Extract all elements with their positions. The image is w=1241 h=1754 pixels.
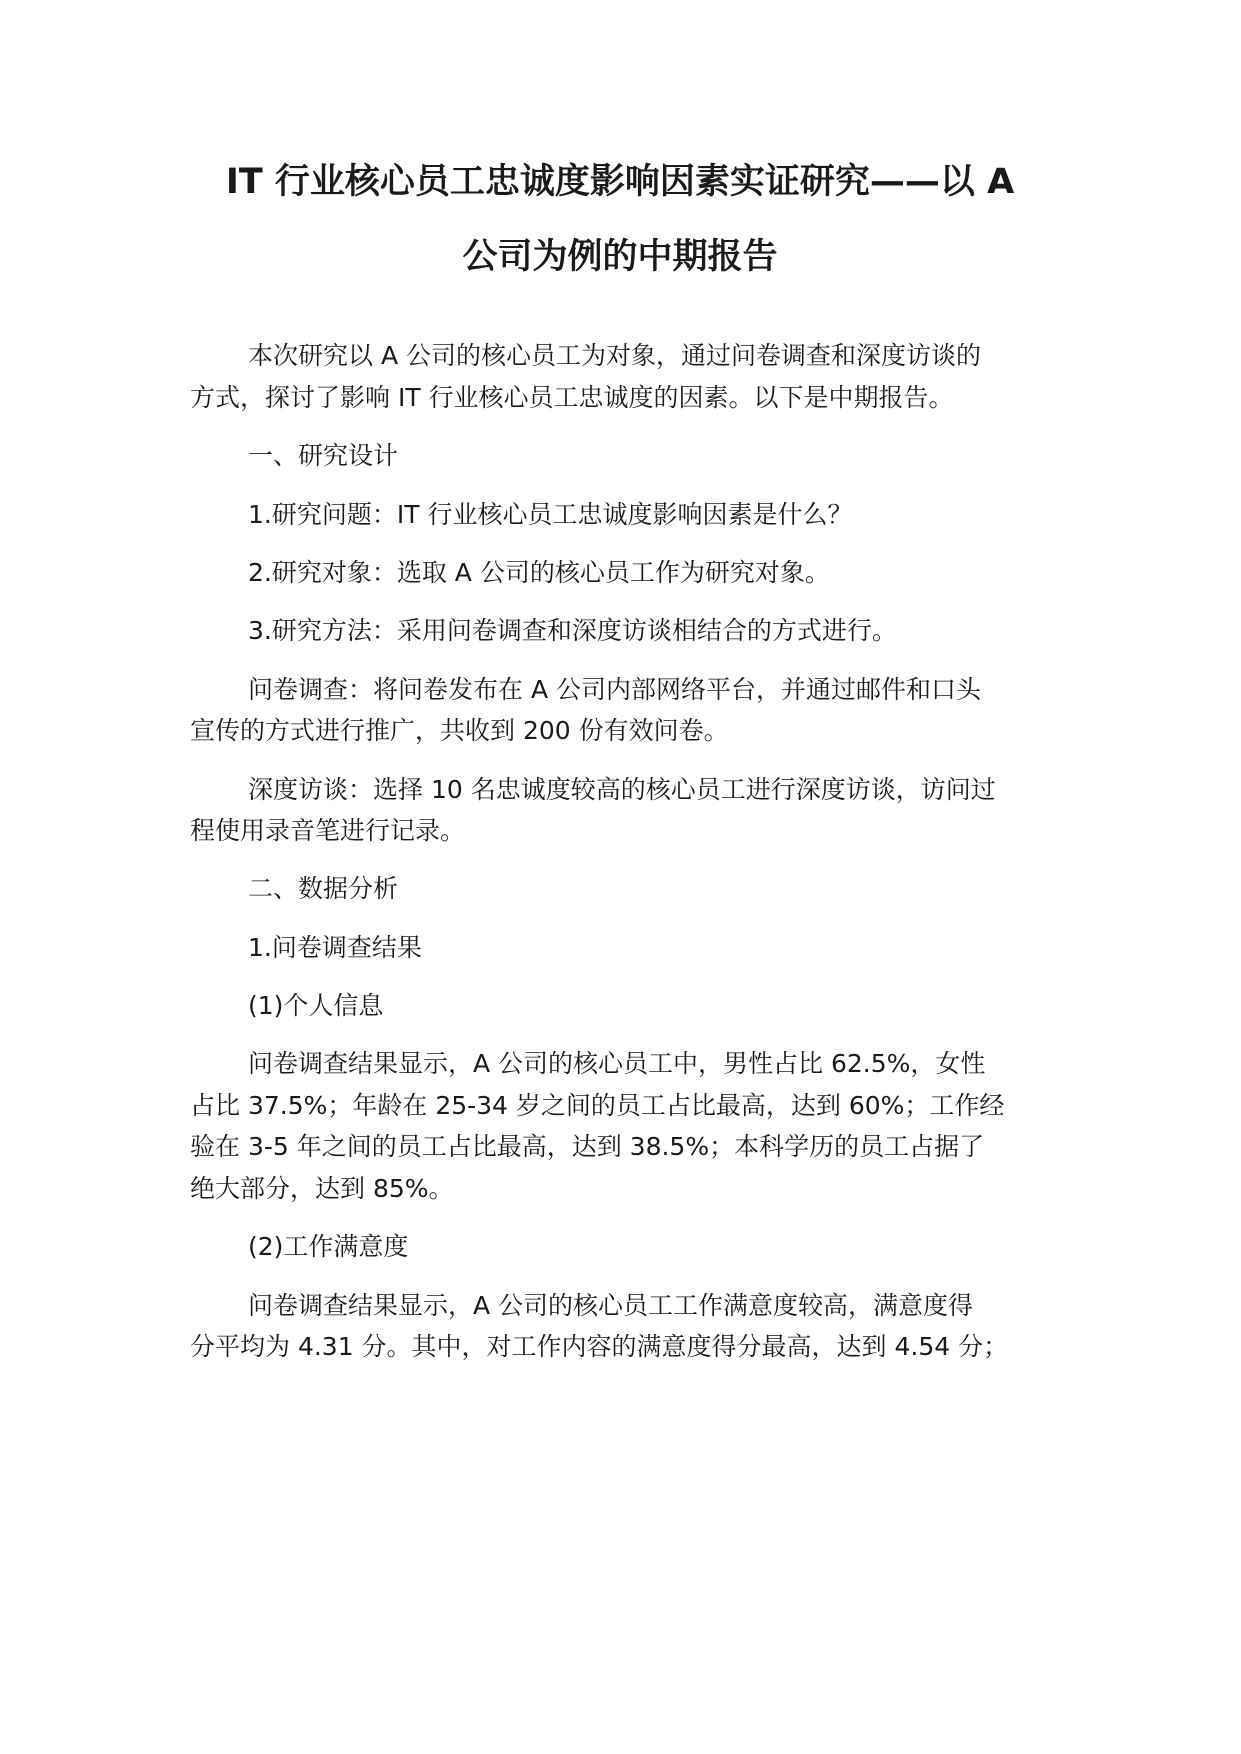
research-subject: 2.研究对象：选取 A 公司的核心员工作为研究对象。	[248, 558, 830, 587]
document-title-line-2: 公司为例的中期报告	[462, 237, 778, 277]
document-title-line-1: IT 行业核心员工忠诚度影响因素实证研究——以 A	[225, 162, 1015, 202]
research-method: 3.研究方法：采用问卷调查和深度访谈相结合的方式进行。	[248, 616, 897, 645]
personal-info-paragraph-line: 验在 3-5 年之间的员工占比最高，达到 38.5%；本科学历的员工占据了	[190, 1132, 985, 1161]
personal-info-paragraph-line: 绝大部分，达到 85%。	[190, 1174, 454, 1203]
personal-info-paragraph-line: 占比 37.5%；年龄在 25-34 岁之间的员工占比最高，达到 60%；工作经	[190, 1091, 1005, 1120]
satisfaction-paragraph-line: 问卷调查结果显示，A 公司的核心员工工作满意度较高，满意度得	[248, 1291, 974, 1320]
intro-paragraph-line: 本次研究以 A 公司的核心员工为对象，通过问卷调查和深度访谈的	[248, 341, 981, 370]
section-heading-data-analysis: 二、数据分析	[248, 874, 399, 903]
section-heading-research-design: 一、研究设计	[248, 441, 399, 470]
intro-paragraph-line: 方式，探讨了影响 IT 行业核心员工忠诚度的因素。以下是中期报告。	[190, 383, 954, 412]
research-question: 1.研究问题：IT 行业核心员工忠诚度影响因素是什么？	[248, 500, 853, 529]
survey-paragraph-line: 问卷调查：将问卷发布在 A 公司内部网络平台，并通过邮件和口头	[248, 675, 981, 704]
subsection-heading-job-satisfaction: (2)工作满意度	[248, 1232, 409, 1261]
satisfaction-paragraph-line: 分平均为 4.31 分。其中，对工作内容的满意度得分最高，达到 4.54 分；	[190, 1332, 1009, 1361]
subsection-heading-personal-info: (1)个人信息	[248, 991, 384, 1020]
interview-paragraph-line: 程使用录音笔进行记录。	[190, 816, 466, 845]
interview-paragraph-line: 深度访谈：选择 10 名忠诚度较高的核心员工进行深度访谈，访问过	[248, 775, 996, 804]
subsection-heading-survey-results: 1.问卷调查结果	[248, 933, 422, 962]
survey-paragraph-line: 宣传的方式进行推广，共收到 200 份有效问卷。	[190, 716, 729, 745]
personal-info-paragraph-line: 问卷调查结果显示，A 公司的核心员工中，男性占比 62.5%，女性	[248, 1049, 986, 1078]
